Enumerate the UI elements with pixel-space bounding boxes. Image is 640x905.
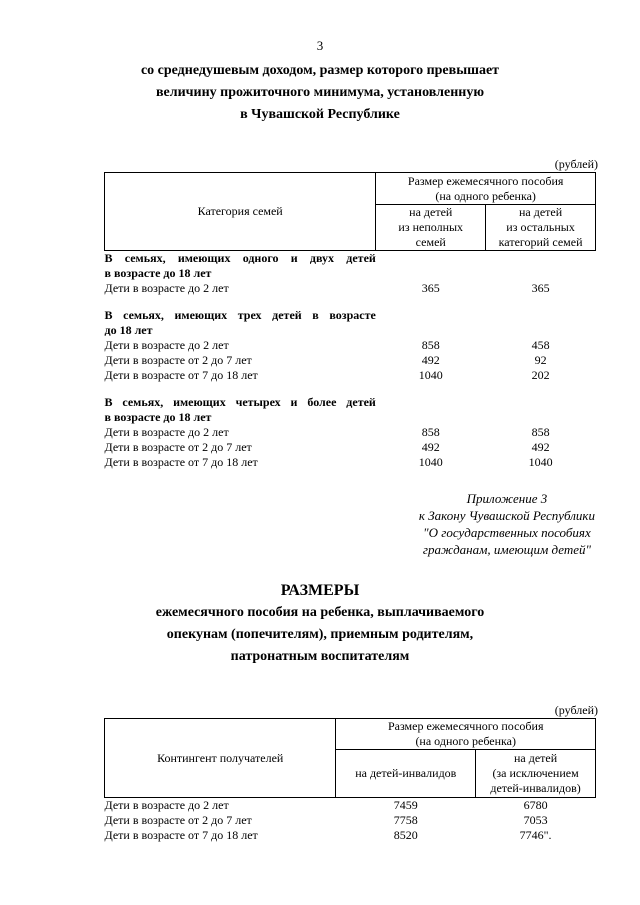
- group-title-row: [105, 395, 596, 410]
- header-line: из остальных: [506, 220, 575, 234]
- appendix-line: "О государственных пособиях: [423, 525, 591, 540]
- row-label: Дети в возрасте до 2 лет: [104, 425, 229, 439]
- group-title-row: [105, 251, 596, 267]
- heading-line: величину прожиточного минимума, установленную: [155, 85, 485, 100]
- row-label: Дети в возрасте от 2 до 7 лет: [104, 813, 252, 827]
- value-single-parent: 365: [421, 281, 440, 295]
- table-row: [105, 338, 596, 353]
- group-title-row: [105, 323, 596, 338]
- column-header-single-parent: [376, 205, 486, 251]
- header-line: Размер ежемесячного пособия: [387, 719, 544, 733]
- table2-unit: (рублей): [554, 703, 598, 717]
- row-label: Дети в возрасте до 2 лет: [104, 798, 229, 812]
- table-row: [105, 813, 596, 828]
- heading-line: патронатным воспитателям: [230, 649, 410, 664]
- appendix-title: РАЗМЕРЫ: [280, 582, 360, 599]
- group-title-row: [105, 410, 596, 425]
- value-disabled-children: 7459: [393, 798, 418, 812]
- header-line: на детей: [409, 205, 453, 219]
- appendix-note: [419, 490, 595, 558]
- heading-line: ежемесячного пособия на ребенка, выплачиваемого: [155, 605, 485, 620]
- table-row: [105, 440, 596, 455]
- column-group-header: [336, 719, 596, 750]
- value-other-families: 858: [531, 425, 550, 439]
- header-line: на детей: [513, 751, 558, 765]
- row-label: Дети в возрасте до 2 лет: [104, 338, 229, 352]
- table-row: [105, 353, 596, 368]
- header-line: (за исключением: [492, 766, 579, 780]
- table-row: [105, 368, 596, 383]
- heading-line: опекунам (попечителям), приемным родителям,: [166, 627, 474, 642]
- table-row: [105, 798, 596, 814]
- column-header-other-children: [476, 750, 596, 798]
- table-row: [105, 455, 596, 470]
- value-other-families: 1040: [528, 455, 553, 469]
- column-group-header: [376, 173, 596, 205]
- appendix-line: гражданам, имеющим детей": [422, 542, 591, 557]
- header-line: семей: [415, 235, 446, 249]
- group-title: В семьях, имеющих четырех и более детей: [104, 395, 376, 409]
- column-header-recipients: Контингент получателей: [105, 719, 336, 798]
- appendix-line: Приложение 3: [466, 491, 548, 506]
- value-other-families: 365: [531, 281, 550, 295]
- group-title-row: [105, 308, 596, 323]
- table1-unit: (рублей): [554, 157, 598, 171]
- header-line: (на одного ребенка): [415, 734, 516, 748]
- group-title: до 18 лет: [104, 323, 153, 337]
- value-single-parent: 492: [421, 440, 440, 454]
- header-line: Размер ежемесячного пособия: [407, 173, 564, 188]
- header-line: категорий семей: [498, 235, 583, 249]
- value-other-families: 458: [531, 338, 550, 352]
- group-title-row: [105, 266, 596, 281]
- header-line: из неполных: [398, 220, 464, 234]
- header-line: (на одного ребенка): [435, 188, 536, 203]
- value-other-children: 7746".: [519, 828, 552, 842]
- value-disabled-children: 7758: [393, 813, 418, 827]
- group-title: В семьях, имеющих трех детей в возрасте: [104, 308, 376, 322]
- group-title: в возрасте до 18 лет: [104, 410, 212, 424]
- value-single-parent: 1040: [418, 368, 443, 382]
- value-other-children: 7053: [523, 813, 548, 827]
- table-row: [105, 425, 596, 440]
- guardian-benefit-table: [104, 718, 596, 843]
- family-benefit-table: [104, 172, 596, 470]
- row-label: Дети в возрасте от 7 до 18 лет: [104, 828, 258, 842]
- value-single-parent: 492: [421, 353, 440, 367]
- value-other-families: 92: [534, 353, 547, 367]
- value-other-children: 6780: [523, 798, 548, 812]
- page-number: 3: [316, 38, 324, 53]
- column-header-other-families: [486, 205, 596, 251]
- section-heading: [0, 60, 640, 126]
- row-label: Дети в возрасте от 2 до 7 лет: [104, 353, 252, 367]
- row-label: Дети в возрасте от 2 до 7 лет: [104, 440, 252, 454]
- column-header-category: Категория семей: [105, 173, 376, 251]
- table-row: [105, 281, 596, 296]
- group-title: В семьях, имеющих одного и двух детей: [104, 251, 376, 265]
- group-title: в возрасте до 18 лет: [104, 266, 212, 280]
- value-single-parent: 1040: [418, 455, 443, 469]
- value-single-parent: 858: [421, 338, 440, 352]
- column-header-disabled-children: на детей-инвалидов: [336, 750, 476, 798]
- header-line: детей-инвалидов): [490, 781, 581, 795]
- value-single-parent: 858: [421, 425, 440, 439]
- header-line: на детей: [518, 205, 563, 219]
- row-label: Дети в возрасте от 7 до 18 лет: [104, 368, 258, 382]
- table-row: [105, 828, 596, 843]
- value-other-families: 492: [531, 440, 550, 454]
- row-label: Дети в возрасте от 7 до 18 лет: [104, 455, 258, 469]
- heading-line: в Чувашской Республике: [240, 107, 400, 122]
- heading-line: со среднедушевым доходом, размер которого превышает: [140, 63, 500, 78]
- row-label: Дети в возрасте до 2 лет: [104, 281, 229, 295]
- value-other-families: 202: [531, 368, 550, 382]
- appendix-heading: [0, 580, 640, 668]
- value-disabled-children: 8520: [393, 828, 418, 842]
- appendix-line: к Закону Чувашской Республики: [418, 508, 595, 523]
